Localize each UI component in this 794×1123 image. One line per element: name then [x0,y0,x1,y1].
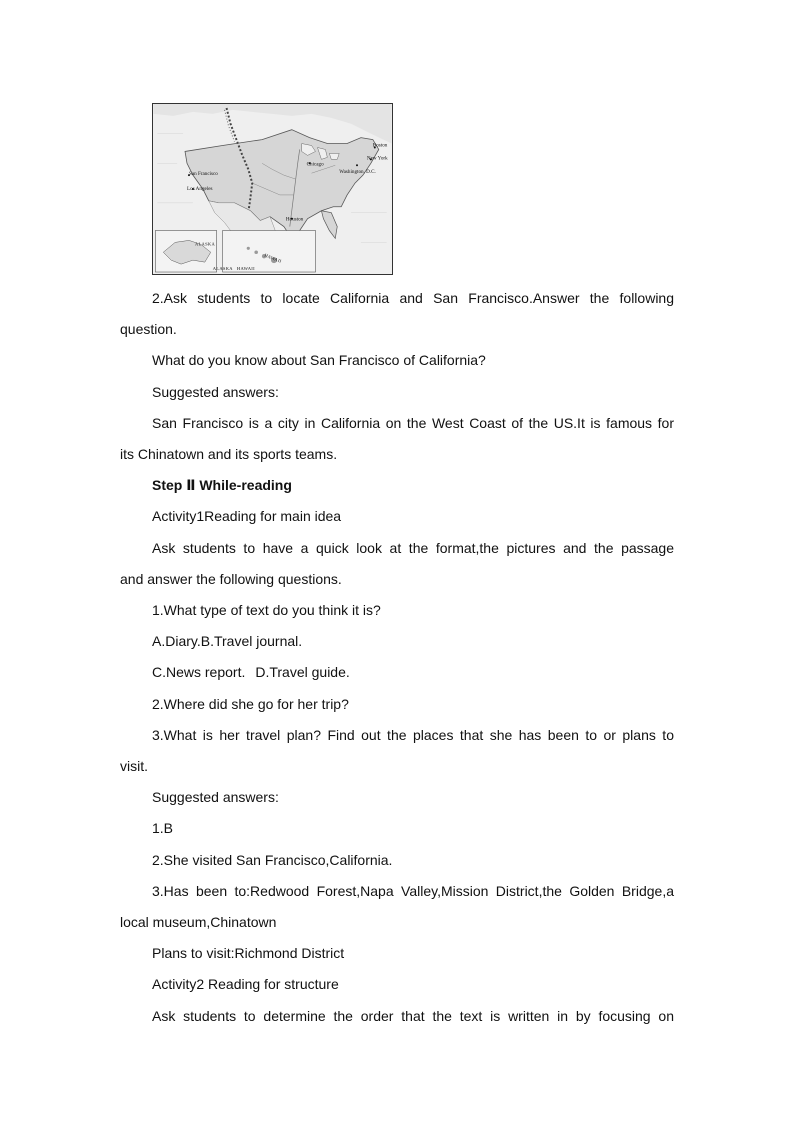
map-label-hawaii: HAWAII [263,252,283,264]
option-c: C.News report. [152,664,246,681]
answer-sf-line1: San Francisco is a city in California on the West Coast of the US.It is famous for [152,414,674,431]
question-2: 2.Where did she go for her trip? [152,695,349,712]
question-sf: What do you know about San Francisco of California? [152,352,486,369]
map-label-houston: Houston [285,216,304,223]
suggested-answers-label-2: Suggested answers: [152,789,279,806]
answer-2: 2.She visited San Francisco,California. [152,851,393,868]
options-c-d [120,657,674,688]
map-label-alaska: ALASKA [194,241,216,247]
map-label-new-york: New York [366,155,388,162]
activity1-heading: Activity1Reading for main idea [152,508,342,525]
options-a-b: A.Diary.B.Travel journal. [152,633,303,650]
section-heading-step2: Step Ⅱ While-reading [152,477,292,494]
suggested-answers-label: Suggested answers: [152,383,279,400]
answer-3-line1: 3.Has been to:Redwood Forest,Napa Valley,Mission District,the Golden Bridge,a [152,882,674,899]
map-caption: ALASKA HAWAII [212,266,255,272]
answer-sf-line2: its Chinatown and its sports teams. [120,446,338,463]
paragraph-q2-line1: 2.Ask students to locate California and San Francisco.Answer the following [152,290,674,306]
us-map-image [152,103,393,275]
activity1-instruction-line1: Ask students to have a quick look at the format,the pictures and the passage [152,539,674,556]
map-label-san-francisco: San Francisco [188,171,218,178]
question-3-line2: visit. [120,758,148,775]
map-label-boston: Boston [372,142,388,149]
document-body [120,283,674,1032]
activity2-heading: Activity2 Reading for structure [152,976,339,993]
map-label-washington: Washington, D.C. [339,169,376,176]
activity2-instruction: Ask students to determine the order that the text is written in by focusing on [152,1007,674,1024]
us-map-svg [153,104,392,274]
question-3-line1: 3.What is her travel plan? Find out the places that she has been to or plans to [152,726,674,743]
answer-3-line2: local museum,Chinatown [120,914,277,931]
option-d: D.Travel guide. [255,664,350,681]
plans-to-visit: Plans to visit:Richmond District [152,945,345,962]
paragraph-q2-line2: question. [120,321,177,338]
activity1-instruction-line2: and answer the following questions. [120,570,342,587]
question-1: 1.What type of text do you think it is? [152,602,381,619]
answer-1: 1.B [152,820,174,837]
map-label-chicago: Chicago [306,161,324,168]
map-label-los-angeles: Los Angeles [187,185,213,192]
